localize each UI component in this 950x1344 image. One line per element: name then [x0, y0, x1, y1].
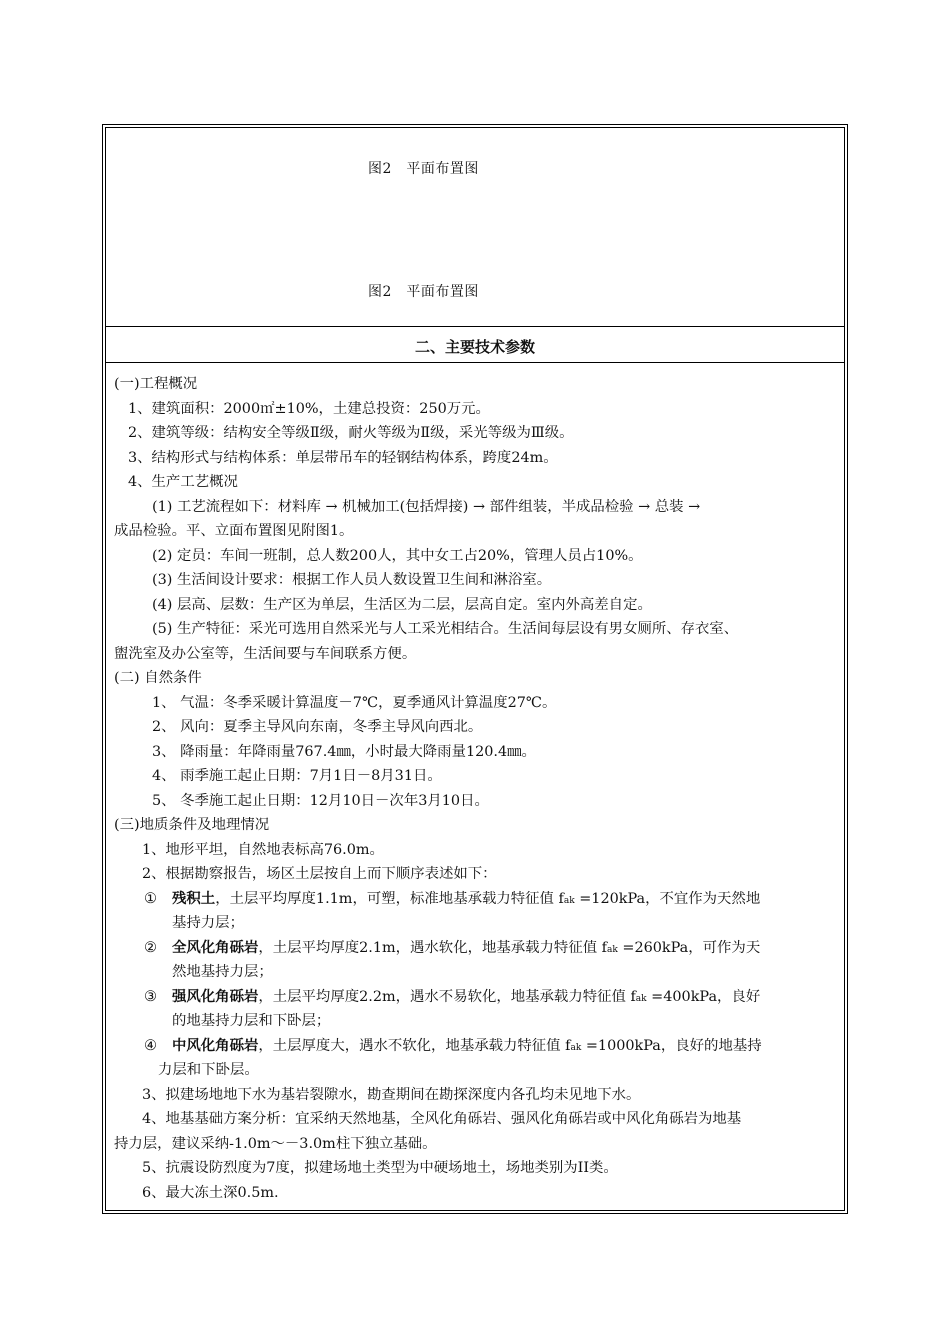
- divider: [106, 326, 844, 327]
- item-text-line: 力层和下卧层。: [158, 1062, 259, 1078]
- soil-layer-item: [114, 985, 838, 1034]
- layer-desc: ，土层平均厚度2.2m，遇水不易软化，地基承载力特征值 f: [258, 988, 636, 1005]
- text-line: (4) 层高、层数：生产区为单层，生活区为二层，层高自定。室内外高差自定。: [152, 596, 652, 613]
- text-line: (1) 工艺流程如下：材料库 → 机械加工(包括焊接) → 部件组装，半成品检验 → 总装 →: [152, 498, 701, 515]
- item-number: ③: [144, 988, 157, 1005]
- text-line: 4、地基基础方案分析：宜采纳天然地基，全风化角砾岩、强风化角砾岩或中风化角砾岩为地基: [142, 1111, 742, 1127]
- layer-name: 中风化角砾岩: [172, 1037, 259, 1054]
- layer-desc: =1000kPa，良好的地基持: [581, 1037, 762, 1054]
- document-frame: [102, 124, 848, 1214]
- layer-desc: =120kPa，不宜作为天然地: [574, 890, 761, 907]
- text-line: 1、地形平坦，自然地表标高76.0m。: [142, 841, 384, 858]
- subsection-heading: (三)地质条件及地理情况: [114, 817, 270, 833]
- item-number: ①: [144, 890, 157, 907]
- layer-name: 残积土: [172, 890, 216, 907]
- layer-desc: ，土层平均厚度1.1m，可塑，标准地基承载力特征值 f: [215, 890, 564, 907]
- item-text-line: [172, 1034, 838, 1059]
- item-number: ②: [144, 939, 157, 956]
- subscript: ak: [607, 944, 618, 955]
- section-title: 二、主要技术参数: [414, 338, 535, 356]
- item-text-line: 基持力层；: [172, 915, 244, 931]
- item-text-line: 的地基持力层和下卧层；: [172, 1013, 331, 1029]
- text-line: (3) 生活间设计要求：根据工作人员人数设置卫生间和淋浴室。: [152, 572, 552, 588]
- text-line: 4、 雨季施工起止日期：7月1日－8月31日。: [152, 768, 442, 784]
- layer-name: 全风化角砾岩: [172, 939, 259, 956]
- soil-layer-item: [114, 936, 838, 985]
- subsection-heading: (一)工程概况: [114, 376, 198, 392]
- text-line: 6、最大冻土深0.5m.: [142, 1184, 279, 1201]
- subsection-heading: (二) 自然条件: [114, 670, 202, 686]
- technical-parameters: [114, 372, 838, 1205]
- text-line: 1、 气温：冬季采暖计算温度－7℃，夏季通风计算温度27℃。: [152, 694, 557, 711]
- text-line: 5、 冬季施工起止日期：12月10日－次年3月10日。: [152, 792, 489, 809]
- figure-caption: 图2 平面布置图: [368, 161, 479, 177]
- item-text-line: [172, 887, 838, 912]
- item-text-line: 然地基持力层；: [172, 964, 273, 980]
- text-line: 2、根据勘察报告，场区土层按自上而下顺序表述如下：: [142, 866, 497, 882]
- text-line: 1、建筑面积：2000㎡±10%，土建总投资：250万元。: [128, 400, 490, 417]
- layer-desc: ，土层厚度大，遇水不软化，地基承载力特征值 f: [258, 1037, 571, 1054]
- item-text-line: [172, 985, 838, 1010]
- subscript: ak: [635, 993, 647, 1004]
- figure-caption: 图2 平面布置图: [368, 284, 479, 300]
- text-line: 持力层，建议采纳-1.0m～－3.0m柱下独立基础。: [114, 1135, 437, 1152]
- text-line: 盥洗室及办公室等，生活间要与车间联系方便。: [114, 645, 417, 662]
- soil-layer-item: [114, 887, 838, 936]
- text-line: 成品检验。平、立面布置图见附图1。: [114, 523, 354, 539]
- subscript: ak: [570, 1042, 582, 1053]
- layer-desc: =260kPa，可作为天: [617, 939, 761, 956]
- document-frame-inner: [105, 127, 845, 1211]
- text-line: 3、拟建场地地下水为基岩裂隙水，勘查期间在勘探深度内各孔均未见地下水。: [142, 1086, 641, 1103]
- text-line: (5) 生产特征：采光可选用自然采光与人工采光相结合。生活间每层设有男女厕所、存衣室、: [152, 621, 739, 637]
- layer-desc: =400kPa，良好: [646, 988, 761, 1005]
- text-line: (2) 定员：车间一班制，总人数200人，其中女工占20%，管理人员占10%。: [152, 547, 643, 564]
- text-line: 3、 降雨量：年降雨量767.4㎜，小时最大降雨量120.4㎜。: [152, 743, 536, 760]
- layer-name: 强风化角砾岩: [172, 988, 259, 1005]
- layer-desc: ，土层平均厚度2.1m，遇水软化，地基承载力特征值 f: [258, 939, 607, 956]
- item-number: ④: [144, 1037, 157, 1054]
- text-line: 5、抗震设防烈度为7度，拟建场地土类型为中硬场地土，场地类别为II类。: [142, 1160, 618, 1176]
- item-text-line: [172, 936, 838, 961]
- text-line: 2、 风向：夏季主导风向东南，冬季主导风向西北。: [152, 719, 483, 735]
- soil-layer-item: [114, 1034, 838, 1083]
- text-line: 3、结构形式与结构体系：单层带吊车的轻钢结构体系，跨度24m。: [128, 449, 558, 466]
- text-line: 4、生产工艺概况: [128, 474, 238, 490]
- text-line: 2、建筑等级：结构安全等级Ⅱ级，耐火等级为Ⅱ级，采光等级为Ⅲ级。: [128, 425, 574, 441]
- divider: [106, 362, 844, 363]
- subscript: ak: [563, 895, 575, 906]
